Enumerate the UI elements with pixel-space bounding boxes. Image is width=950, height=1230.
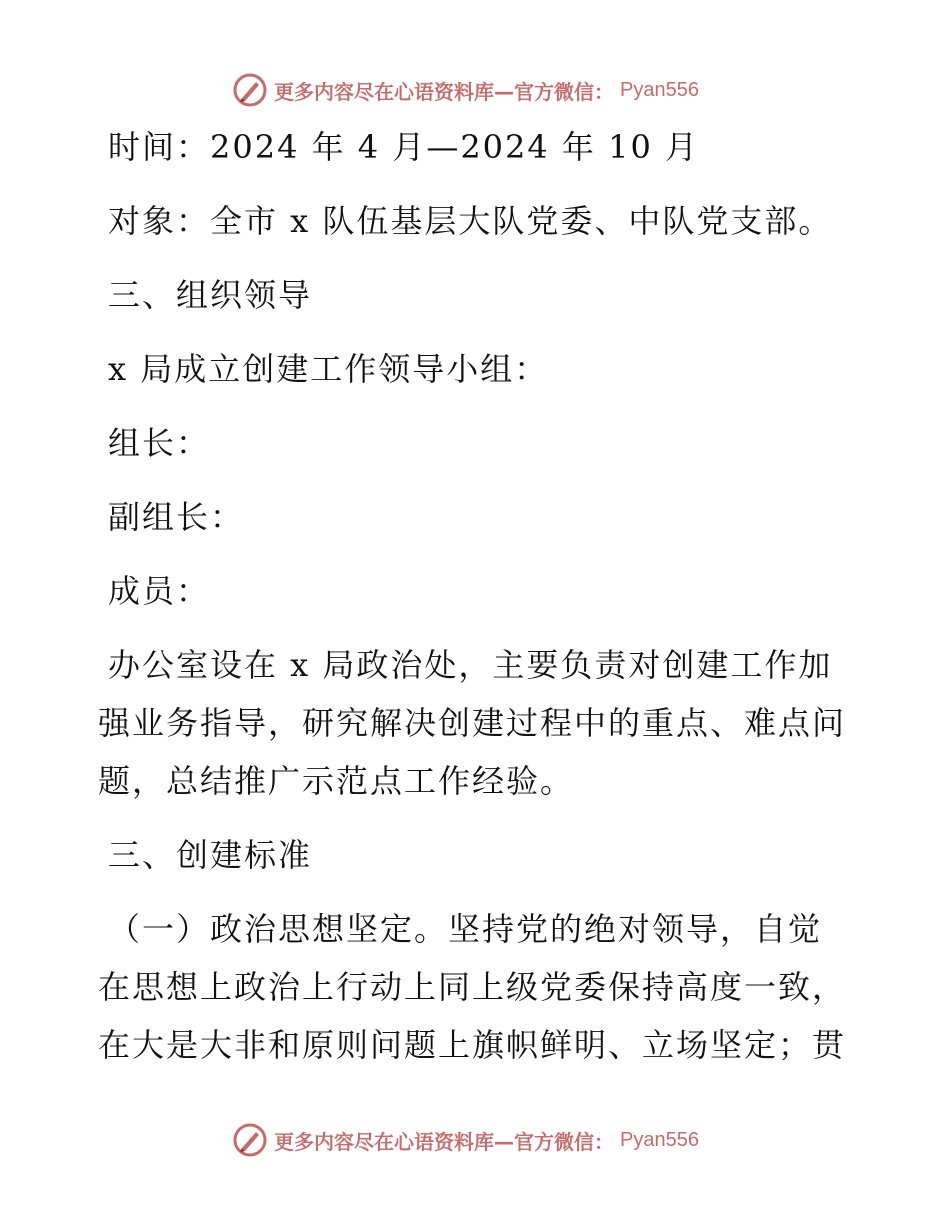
- watermark-text: 更多内容尽在心语资料库—官方微信：: [274, 1129, 614, 1154]
- text-line: 三、创建标准: [108, 836, 313, 874]
- watermark-id: Pyan556: [620, 1128, 699, 1151]
- text-line: 副组长：: [108, 498, 245, 536]
- text-line: 对象：全市 x 队伍基层大队党委、中队党支部。: [108, 202, 833, 240]
- text-line: 组长：: [108, 424, 211, 462]
- text-line: 在思想上政治上行动上同上级党委保持高度一致，: [98, 968, 847, 1006]
- document-body: [98, 118, 858, 1074]
- watermark-header: [232, 70, 752, 110]
- text-line: 在大是大非和原则问题上旗帜鲜明、立场坚定；贯: [98, 1026, 847, 1064]
- text-line: 题，总结推广示范点工作经验。: [98, 762, 575, 800]
- text-line: （一）政治思想坚定。坚持党的绝对领导，自觉: [108, 910, 823, 948]
- text-line: 时间：2024 年 4 月—2024 年 10 月: [108, 128, 699, 166]
- watermark-text: 更多内容尽在心语资料库—官方微信：: [274, 79, 614, 104]
- text-line: 三、组织领导: [108, 276, 313, 314]
- pen-logo-icon: [232, 1122, 268, 1158]
- text-line: 办公室设在 x 局政治处，主要负责对创建工作加: [108, 646, 833, 684]
- pen-logo-icon: [232, 72, 268, 108]
- text-line: 成员：: [108, 572, 211, 610]
- watermark-id: Pyan556: [620, 78, 699, 101]
- text-line: 强业务指导，研究解决创建过程中的重点、难点问: [98, 704, 847, 742]
- watermark-footer: [232, 1120, 752, 1160]
- text-line: x 局成立创建工作领导小组：: [108, 350, 549, 388]
